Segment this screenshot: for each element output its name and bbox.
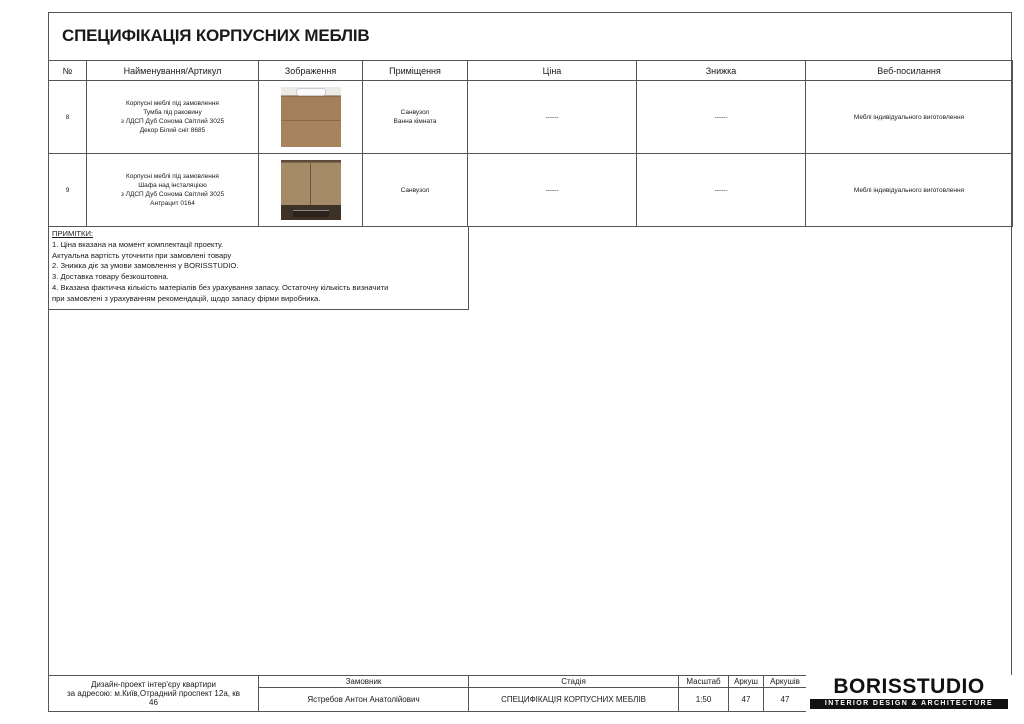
header-name: Найменування/Артикул bbox=[87, 61, 259, 81]
row-price: ------ bbox=[468, 81, 637, 154]
title-block-stamp bbox=[48, 675, 807, 712]
sheets-value: 47 bbox=[764, 688, 807, 712]
page-title: СПЕЦИФІКАЦІЯ КОРПУСНИХ МЕБЛІВ bbox=[62, 26, 370, 45]
sheet-label: Аркуш bbox=[729, 676, 764, 688]
row-link: Меблі індивідуального виготовлення bbox=[806, 81, 1013, 154]
table-row bbox=[49, 81, 1013, 154]
row-image bbox=[259, 81, 363, 154]
table-header-row bbox=[49, 61, 1013, 81]
row-room: Санвузол Ванна кімната bbox=[363, 81, 468, 154]
customer-name: Ястребов Антон Анатолійович bbox=[259, 688, 469, 712]
note-line: при замовлені з урахуванням рекомендацій, щодо запасу фірми виробника. bbox=[52, 293, 321, 303]
note-line: 4. Вказана фактична кількість матеріалів без урахування запасу. Остаточну кількість визначити bbox=[52, 282, 389, 292]
customer-label: Замовник bbox=[259, 676, 469, 688]
note-line: 1. Ціна вказана на момент комплектації проекту. bbox=[52, 239, 224, 249]
table-row bbox=[49, 154, 1013, 227]
note-line: 3. Доставка товару безкоштовна. bbox=[52, 272, 169, 282]
row-image bbox=[259, 154, 363, 227]
row-room: Санвузол bbox=[363, 154, 468, 227]
specification-table bbox=[48, 60, 1013, 227]
row-name: Корпусні меблі під замовлення Шафа над інсталяцією з ЛДСП Дуб Сонома Світлий 3025 Антрацит 0164 bbox=[87, 154, 259, 227]
header-price: Ціна bbox=[468, 61, 637, 81]
stage-value: СПЕЦИФІКАЦІЯ КОРПУСНИХ МЕБЛІВ bbox=[469, 688, 679, 712]
row-num: 8 bbox=[49, 81, 87, 154]
row-price: ------ bbox=[468, 154, 637, 227]
row-num: 9 bbox=[49, 154, 87, 227]
header-link: Веб-посилання bbox=[806, 61, 1013, 81]
scale-value: 1:50 bbox=[679, 688, 729, 712]
note-line: Актуальна вартість уточнити при замовлені товару bbox=[52, 250, 232, 260]
header-num: № bbox=[49, 61, 87, 81]
row-discount: ------ bbox=[637, 81, 806, 154]
sheets-label: Аркушів bbox=[764, 676, 807, 688]
stage-label: Стадія bbox=[469, 676, 679, 688]
wall-cabinet-image bbox=[281, 160, 341, 220]
header-discount: Знижка bbox=[637, 61, 806, 81]
project-description: Дизайн-проект інтер'єру квартири за адресою: м.Київ,Отрадний проспект 12а, кв 46 bbox=[49, 676, 259, 712]
notes-block bbox=[48, 227, 469, 310]
borisstudio-logo bbox=[806, 675, 1012, 712]
sheet-value: 47 bbox=[729, 688, 764, 712]
logo-name: BORISSTUDIO bbox=[833, 675, 985, 698]
scale-label: Масштаб bbox=[679, 676, 729, 688]
logo-tagline: INTERIOR DESIGN & ARCHITECTURE bbox=[810, 699, 1008, 709]
note-line: 2. Знижка діє за умови замовлення у BORISSTUDIO. bbox=[52, 261, 239, 271]
vanity-cabinet-image bbox=[281, 87, 341, 147]
header-image: Зображення bbox=[259, 61, 363, 81]
row-link: Меблі індивідуального виготовлення bbox=[806, 154, 1013, 227]
row-discount: ------ bbox=[637, 154, 806, 227]
notes-heading: ПРИМІТКИ: bbox=[52, 229, 94, 238]
page-title-block bbox=[48, 12, 1012, 61]
row-name: Корпусні меблі під замовлення Тумба під раковину з ЛДСП Дуб Сонома Світлий 3025 Декор Білий сніг 8685 bbox=[87, 81, 259, 154]
header-room: Приміщення bbox=[363, 61, 468, 81]
